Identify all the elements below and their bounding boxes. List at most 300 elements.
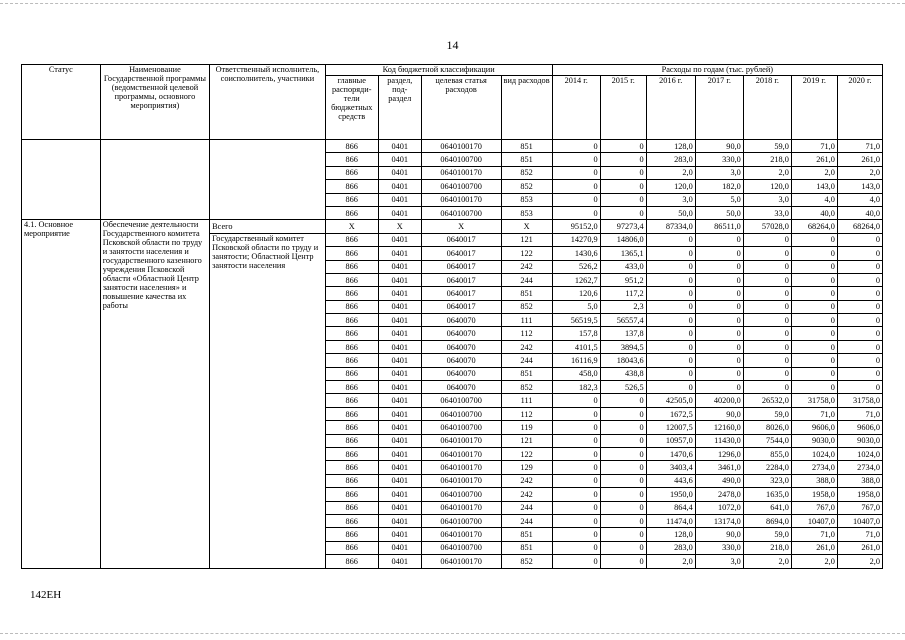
table-cell: 2,0 [837,555,882,568]
table-cell: 59,0 [743,140,791,153]
header-year: 2019 г. [791,76,837,140]
table-cell: 866 [325,381,378,394]
table-cell: 11430,0 [695,434,743,447]
table-cell: 388,0 [837,474,882,487]
table-cell: 853 [501,206,552,219]
table-cell: 864,4 [646,501,695,514]
table-cell: 218,0 [743,541,791,554]
table-cell: 90,0 [695,528,743,541]
table-cell: 767,0 [791,501,837,514]
table-cell: 1958,0 [791,488,837,501]
table-cell: 0 [646,287,695,300]
table-cell: 0 [791,314,837,327]
table-cell: 182,0 [695,180,743,193]
table-cell: 0401 [378,180,421,193]
table-cell: 0401 [378,367,421,380]
table-cell: 0 [743,314,791,327]
table-cell: 0640100170 [421,193,501,206]
table-cell: 526,5 [600,381,646,394]
table-cell: 9606,0 [791,421,837,434]
table-cell: 157,8 [552,327,600,340]
table-cell: 33,0 [743,206,791,219]
header-budget-code: Код бюджетной классификации [325,65,552,76]
table-cell: 40200,0 [695,394,743,407]
table-cell: 0640100170 [421,528,501,541]
table-cell: 0401 [378,501,421,514]
table-cell: 242 [501,474,552,487]
table-cell: 866 [325,273,378,286]
table-cell: 59,0 [743,407,791,420]
table-cell: 0 [791,300,837,313]
table-cell: 1635,0 [743,488,791,501]
table-cell: 2,3 [600,300,646,313]
header-expense-type: вид расходов [501,76,552,140]
table-cell: 866 [325,407,378,420]
table-cell: 388,0 [791,474,837,487]
table-cell: 31758,0 [791,394,837,407]
header-year: 2020 г. [837,76,882,140]
table-cell: 866 [325,180,378,193]
table-cell: 122 [501,247,552,260]
table-cell: 0640070 [421,367,501,380]
table-cell: 0401 [378,193,421,206]
table-cell: 120,0 [743,180,791,193]
table-cell: 0640100170 [421,474,501,487]
table-cell: X [421,220,501,233]
table-cell: 1430,6 [552,247,600,260]
table-cell: 1950,0 [646,488,695,501]
table-cell: 0 [552,501,600,514]
table-cell: 0640070 [421,354,501,367]
table-cell: 0 [695,287,743,300]
table-cell: 0 [552,528,600,541]
table-cell: 866 [325,488,378,501]
block1-responsible-cell [210,140,326,220]
table-cell: 0 [600,434,646,447]
table-cell: 851 [501,528,552,541]
table-cell: 68264,0 [791,220,837,233]
header-grbs: главные распоряди-тели бюджетных средств [325,76,378,140]
table-cell: 866 [325,153,378,166]
table-cell: 0640070 [421,327,501,340]
table-cell: 438,8 [600,367,646,380]
table-cell: 119 [501,421,552,434]
table-cell: 95152,0 [552,220,600,233]
table-cell: 128,0 [646,140,695,153]
table-cell: 5,0 [552,300,600,313]
table-cell: 458,0 [552,367,600,380]
activity-name: Обеспечение деятельности Государственного комитета Псковской области по труду и занятости населения и государственного казенного учреждения Псковской области «Областной Центр занятости населения» и повышение качества их работы [100,220,209,568]
table-cell: 0 [791,233,837,246]
table-cell: 0401 [378,474,421,487]
table-cell: 0640100700 [421,394,501,407]
table-cell: 2284,0 [743,461,791,474]
table-cell: 40,0 [837,206,882,219]
table-cell: 0640100700 [421,488,501,501]
table-cell: 526,2 [552,260,600,273]
table-cell: 56519,5 [552,314,600,327]
table-cell: 137,8 [600,327,646,340]
table-cell: 50,0 [695,206,743,219]
table-header [22,65,883,140]
table-cell: 0 [743,287,791,300]
table-cell: 0 [743,327,791,340]
table-cell: 0401 [378,327,421,340]
table-cell: 0 [552,394,600,407]
table-cell: 0 [743,354,791,367]
table-cell: 0 [743,381,791,394]
table-cell: 855,0 [743,447,791,460]
table-cell: 0401 [378,407,421,420]
table-cell: 330,0 [695,153,743,166]
table-cell: 0 [695,327,743,340]
table-cell: 244 [501,514,552,527]
table-cell: 0640100700 [421,407,501,420]
table-cell: 143,0 [837,180,882,193]
table-cell: 90,0 [695,140,743,153]
table-cell: 866 [325,314,378,327]
table-cell: 111 [501,314,552,327]
table-cell: 866 [325,287,378,300]
table-cell: 0640070 [421,381,501,394]
table-cell: 18043,6 [600,354,646,367]
table-cell: 0640017 [421,260,501,273]
table-cell: 0 [600,474,646,487]
header-year: 2017 г. [695,76,743,140]
table-cell: 1470,6 [646,447,695,460]
table-cell: 1672,5 [646,407,695,420]
table-cell: 851 [501,140,552,153]
table-cell: 0401 [378,287,421,300]
table-cell: 0 [791,381,837,394]
table-cell: 0 [837,273,882,286]
table-cell: 0 [743,247,791,260]
table-cell: 0401 [378,166,421,179]
table-cell: 866 [325,434,378,447]
table-cell: 0401 [378,247,421,260]
bottom-scan-line [0,633,905,634]
table-cell: 2,0 [791,555,837,568]
table-cell: 866 [325,300,378,313]
table-cell: 0401 [378,421,421,434]
table-cell: 0401 [378,153,421,166]
table-cell: 71,0 [791,528,837,541]
table-cell: 0 [695,233,743,246]
table-cell: 0 [695,260,743,273]
header-target-article: целевая статья расходов [421,76,501,140]
table-cell: 0640100170 [421,447,501,460]
table-cell: 0 [552,488,600,501]
table-cell: 2,0 [837,166,882,179]
table-cell: 5,0 [695,193,743,206]
table-cell: 0640100700 [421,180,501,193]
table-cell: 866 [325,394,378,407]
table-cell: 0 [837,247,882,260]
table-cell: 3,0 [695,166,743,179]
table-cell: 490,0 [695,474,743,487]
table-cell: 0 [743,233,791,246]
table-cell: 0 [600,153,646,166]
table-cell: 0401 [378,140,421,153]
table-cell: 2,0 [743,555,791,568]
table-cell: 0 [743,273,791,286]
table-cell: 0 [791,354,837,367]
table-cell: 0 [695,247,743,260]
top-scan-line [0,3,905,4]
header-status: Статус [22,65,101,140]
header-year: 2015 г. [600,76,646,140]
table-cell: 0 [552,140,600,153]
table-cell: 0 [791,247,837,260]
table-cell: 0 [791,273,837,286]
table-cell: 866 [325,447,378,460]
table-cell: 0 [646,354,695,367]
table-cell: 0 [837,260,882,273]
table-cell: 9030,0 [791,434,837,447]
table-cell: 1024,0 [791,447,837,460]
table-cell: 0401 [378,300,421,313]
table-cell: 0640017 [421,233,501,246]
table-cell: 0640017 [421,300,501,313]
table-cell: 261,0 [791,153,837,166]
table-cell: 0401 [378,394,421,407]
table-cell: 242 [501,260,552,273]
table-cell: 0401 [378,555,421,568]
activity-status: 4.1. Основное мероприятие [22,220,101,568]
table-cell: 0 [552,461,600,474]
table-cell: 4101,5 [552,340,600,353]
table-cell: 14270,9 [552,233,600,246]
header-section: раздел, под-раздел [378,76,421,140]
table-cell: 853 [501,193,552,206]
table-cell: 0 [837,287,882,300]
table-cell: 0401 [378,381,421,394]
table-cell: 0 [837,314,882,327]
table-cell: 0 [695,354,743,367]
table-cell: 0 [552,206,600,219]
table-cell: 330,0 [695,541,743,554]
table-cell: 0 [695,381,743,394]
table-cell: 2734,0 [837,461,882,474]
table-cell: 4,0 [837,193,882,206]
header-responsible: Ответственный исполнитель, соисполнитель, участники [210,65,326,140]
table-cell: 56557,4 [600,314,646,327]
table-cell: 866 [325,206,378,219]
table-cell: 0 [743,260,791,273]
table-cell: 283,0 [646,153,695,166]
table-cell: 866 [325,260,378,273]
table-cell: 0 [600,447,646,460]
table-cell: 0 [552,166,600,179]
table-cell: 0401 [378,541,421,554]
header-name: Наименование Государственной программы (ведомственной целевой программы, основного мероприятия) [100,65,209,140]
table-cell: 866 [325,474,378,487]
table-cell: 0640100170 [421,501,501,514]
table-cell: 117,2 [600,287,646,300]
participants-cell: Государственный комитет Псковской области по труду и занятости; Областной Центр занятости населения [210,233,326,568]
table-cell: X [501,220,552,233]
block1-status-cell [22,140,101,220]
table-cell: 244 [501,354,552,367]
table-cell: 9606,0 [837,421,882,434]
table-cell: 0401 [378,447,421,460]
table-cell: 0640070 [421,314,501,327]
table-cell: 0 [552,447,600,460]
table-cell: 3,0 [695,555,743,568]
table-cell: 0640100700 [421,206,501,219]
table-cell: 8694,0 [743,514,791,527]
table-cell: 866 [325,461,378,474]
table-cell: 866 [325,421,378,434]
table-cell: 0 [552,421,600,434]
table-cell: 0 [646,340,695,353]
table-cell: 97273,4 [600,220,646,233]
table-cell: 0 [837,381,882,394]
table-cell: 0 [837,233,882,246]
table-cell: 1072,0 [695,501,743,514]
table-cell: 120,0 [646,180,695,193]
table-row-total [22,220,883,233]
table-cell: 1365,1 [600,247,646,260]
table-cell: 0 [646,260,695,273]
table-cell: 0 [791,367,837,380]
table-cell: 0401 [378,340,421,353]
table-cell: 261,0 [837,153,882,166]
table-cell: 851 [501,541,552,554]
table-cell: 26532,0 [743,394,791,407]
table-cell: 0401 [378,514,421,527]
table-cell: 10957,0 [646,434,695,447]
table-cell: 866 [325,514,378,527]
table-cell: 2,0 [646,166,695,179]
table-cell: 0 [695,273,743,286]
block1-name-cell [100,140,209,220]
table-cell: 0640100170 [421,140,501,153]
table-cell: 443,6 [646,474,695,487]
table-cell: 244 [501,501,552,514]
table-cell: 0401 [378,314,421,327]
table-row [22,140,883,153]
table-cell: 866 [325,247,378,260]
header-year: 2016 г. [646,76,695,140]
table-cell: 0401 [378,206,421,219]
table-cell: 0 [600,555,646,568]
table-cell: 852 [501,381,552,394]
table-cell: 0640100700 [421,153,501,166]
table-cell: 0401 [378,273,421,286]
table-cell: 0640100170 [421,461,501,474]
table-cell: 0 [743,300,791,313]
table-cell: 1262,7 [552,273,600,286]
table-cell: 866 [325,541,378,554]
table-cell: 323,0 [743,474,791,487]
table-cell: 71,0 [791,407,837,420]
total-label: Всего [210,220,326,233]
table-cell: 0 [837,300,882,313]
table-cell: 851 [501,367,552,380]
table-cell: 0 [600,180,646,193]
table-cell: 0401 [378,260,421,273]
table-cell: 0 [743,367,791,380]
table-cell: 866 [325,327,378,340]
table-cell: 0 [600,461,646,474]
table-cell: 2,0 [791,166,837,179]
table-cell: 0 [600,528,646,541]
table-cell: 0 [552,541,600,554]
table-cell: 12160,0 [695,421,743,434]
table-cell: 0401 [378,434,421,447]
table-cell: 8026,0 [743,421,791,434]
table-cell: 0 [646,247,695,260]
table-cell: 0 [646,233,695,246]
table-cell: 0 [837,367,882,380]
header-expenses: Расходы по годам (тыс. рублей) [552,65,882,76]
table-cell: 852 [501,166,552,179]
table-cell: 0 [552,193,600,206]
table-cell: 851 [501,287,552,300]
table-cell: 866 [325,354,378,367]
page-number: 14 [446,38,459,52]
table-cell: 0 [600,514,646,527]
table-cell: 0401 [378,528,421,541]
table-cell: 0 [600,421,646,434]
table-cell: 261,0 [791,541,837,554]
table-cell: 641,0 [743,501,791,514]
table-cell: 0640100170 [421,434,501,447]
header-year: 2014 г. [552,76,600,140]
table-cell: 10407,0 [837,514,882,527]
table-cell: 0 [695,314,743,327]
table-cell: 128,0 [646,528,695,541]
table-cell: 71,0 [837,407,882,420]
table-cell: 10407,0 [791,514,837,527]
table-cell: 0 [600,501,646,514]
table-cell: 866 [325,501,378,514]
table-cell: 866 [325,166,378,179]
table-cell: 2478,0 [695,488,743,501]
table-cell: 0640100700 [421,421,501,434]
table-cell: 143,0 [791,180,837,193]
table-cell: 2734,0 [791,461,837,474]
table-cell: 851 [501,153,552,166]
table-cell: 1024,0 [837,447,882,460]
table-cell: 87334,0 [646,220,695,233]
table-cell: 120,6 [552,287,600,300]
table-cell: 3461,0 [695,461,743,474]
table-cell: 0 [600,166,646,179]
table-cell: 40,0 [791,206,837,219]
table-cell: 0640100170 [421,166,501,179]
table-cell: 433,0 [600,260,646,273]
table-cell: 0 [743,340,791,353]
table-cell: 283,0 [646,541,695,554]
table-cell: 0 [600,541,646,554]
table-cell: 244 [501,273,552,286]
table-cell: 0640070 [421,340,501,353]
table-cell: 112 [501,407,552,420]
table-body [22,140,883,569]
table-cell: 0 [600,140,646,153]
table-cell: 0 [646,273,695,286]
table-cell: 0 [600,407,646,420]
table-cell: 866 [325,140,378,153]
table-cell: 767,0 [837,501,882,514]
table-cell: 9030,0 [837,434,882,447]
table-cell: 121 [501,434,552,447]
table-cell: 7544,0 [743,434,791,447]
table-cell: 111 [501,394,552,407]
table-cell: 0 [791,260,837,273]
